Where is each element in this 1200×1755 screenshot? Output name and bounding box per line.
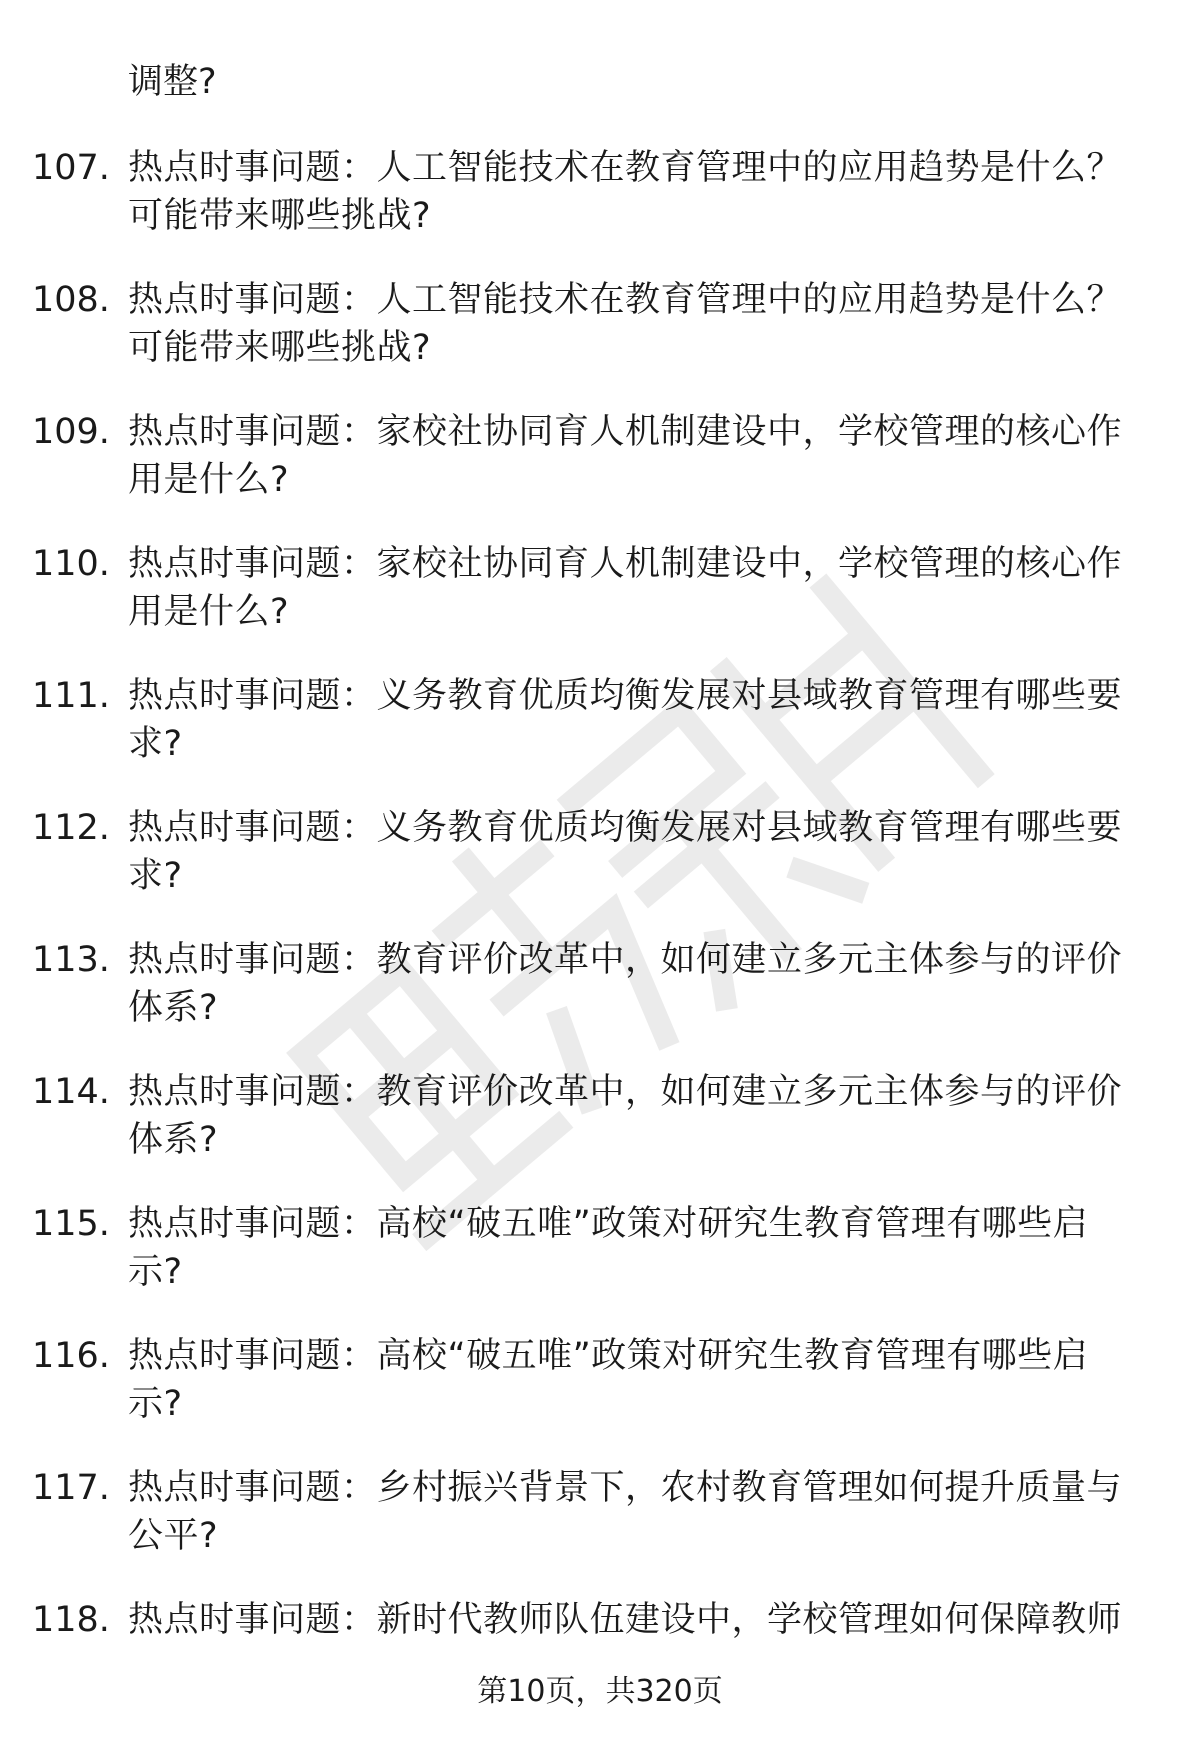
question-item <box>32 804 1142 900</box>
question-line: 热点时事问题：义务教育优质均衡发展对县域教育管理有哪些要 <box>128 808 1123 848</box>
question-number: 114. <box>32 1072 110 1112</box>
question-line: 体系? <box>128 1120 219 1160</box>
question-item <box>32 276 1142 372</box>
question-item <box>32 1332 1142 1428</box>
question-number: 107. <box>32 148 110 188</box>
question-number: 109. <box>32 412 110 452</box>
question-number: 111. <box>32 676 110 716</box>
question-list <box>32 58 1142 1680</box>
question-line: 求? <box>128 856 183 896</box>
question-number: 113. <box>32 940 110 980</box>
question-line: 热点时事问题：家校社协同育人机制建设中，学校管理的核心作 <box>128 544 1123 584</box>
question-text <box>128 144 1142 240</box>
question-line: 热点时事问题：人工智能技术在教育管理中的应用趋势是什么？ <box>128 280 1123 320</box>
question-text <box>128 540 1142 636</box>
question-line: 公平? <box>128 1516 219 1556</box>
question-item <box>32 936 1142 1032</box>
question-line: 体系? <box>128 988 219 1028</box>
question-line: 热点时事问题：高校“破五唯”政策对研究生教育管理有哪些启 <box>128 1336 1089 1376</box>
question-line: 热点时事问题：新时代教师队伍建设中，学校管理如何保障教师 <box>128 1600 1123 1640</box>
question-number: 112. <box>32 808 110 848</box>
question-item <box>32 1464 1142 1560</box>
question-line: 示? <box>128 1384 183 1424</box>
question-text <box>128 1464 1142 1560</box>
question-number: 110. <box>32 544 110 584</box>
page-footer: 第10页，共320页 <box>477 1674 723 1709</box>
question-line: 热点时事问题：乡村振兴背景下，农村教育管理如何提升质量与 <box>128 1468 1123 1508</box>
question-line: 求? <box>128 724 183 764</box>
question-text <box>128 1332 1142 1428</box>
question-line: 热点时事问题：义务教育优质均衡发展对县域教育管理有哪些要 <box>128 676 1123 716</box>
question-text <box>128 1200 1142 1296</box>
question-item <box>32 144 1142 240</box>
question-line: 热点时事问题：人工智能技术在教育管理中的应用趋势是什么？ <box>128 148 1123 188</box>
continued-text: 调整? <box>128 62 217 102</box>
question-line: 热点时事问题：教育评价改革中，如何建立多元主体参与的评价 <box>128 1072 1123 1112</box>
question-number: 115. <box>32 1204 110 1244</box>
question-line: 示? <box>128 1252 183 1292</box>
question-text <box>128 804 1142 900</box>
question-number: 117. <box>32 1468 110 1508</box>
question-line: 热点时事问题：高校“破五唯”政策对研究生教育管理有哪些启 <box>128 1204 1089 1244</box>
question-text <box>128 936 1142 1032</box>
question-item <box>32 540 1142 636</box>
question-line: 用是什么? <box>128 460 290 500</box>
question-text <box>128 1596 1142 1644</box>
question-line: 可能带来哪些挑战? <box>128 196 432 236</box>
question-text <box>128 1068 1142 1164</box>
question-item <box>32 1068 1142 1164</box>
question-line: 热点时事问题：教育评价改革中，如何建立多元主体参与的评价 <box>128 940 1123 980</box>
question-item <box>32 672 1142 768</box>
question-item <box>32 1596 1142 1644</box>
question-number: 118. <box>32 1600 110 1640</box>
question-text <box>128 276 1142 372</box>
question-number: 116. <box>32 1336 110 1376</box>
question-number: 108. <box>32 280 110 320</box>
question-line: 可能带来哪些挑战? <box>128 328 432 368</box>
question-line: 用是什么? <box>128 592 290 632</box>
question-text <box>128 672 1142 768</box>
question-item <box>32 1200 1142 1296</box>
question-item <box>32 408 1142 504</box>
question-line: 热点时事问题：家校社协同育人机制建设中，学校管理的核心作 <box>128 412 1123 452</box>
question-text <box>128 408 1142 504</box>
